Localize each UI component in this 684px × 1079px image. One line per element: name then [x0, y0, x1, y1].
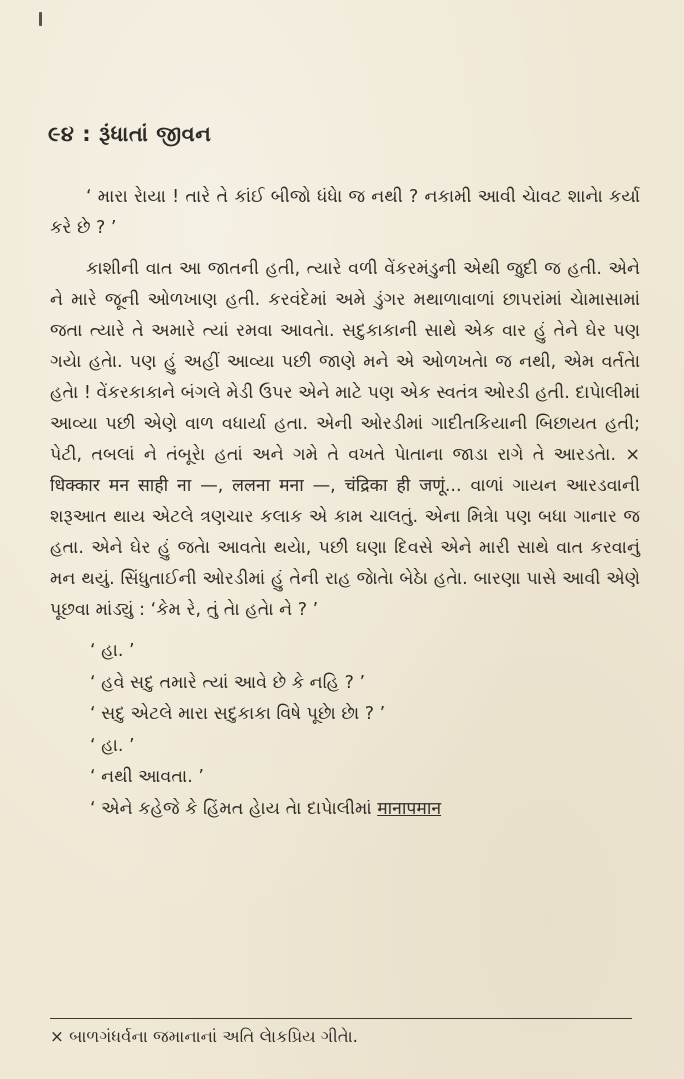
song-quote-hindi: धिक्कार मन साही ना —, ललना मना —, चंद्रिका ही जणूं...	[50, 476, 462, 496]
footnote-divider	[50, 1018, 632, 1019]
dialogue-line-3: ‘ સદુ એટલે મારા સદુકાકા વિષે પૂછાે છાે ? ’	[90, 704, 386, 724]
paragraph-2	[50, 254, 640, 626]
paragraph-2-part-1: કાશીની વાત આ જાતની હતી, ત્યારે વળી વેંકરમંડુની એથી જુદી જ હતી. એને ને મારે જૂની ઓળખાણ હતી. કરવંદેમાં અમે ડુંગર મથાળાવાળાં છાપરાંમાં ચાેમાસામાં જતા ત્યારે તે અમારે ત્યાં રમવા આવતાે. સદુકાકાની સાથે એક વાર હું તેને ઘેર પણ ગયાે હતાે. પણ હું અહીં આવ્યા પછી જાણે મને એ ઓળખતાે જ નથી, એમ વર્તતાે હતાે ! વેંકરકાકાને બંગલે મેડી ઉપર એને માટે પણ એક સ્વતંત્ર ઓરડી હતી. દાપાેલીમાં આવ્યા પછી એણે વાળ વધાર્યા હતા. એની ઓરડીમાં ગાદીતકિયાની બિછાયત હતી; પેટી, તબલાં ને તંબૂરાે હતાં અને ગમે તે વખતે પાેતાના જાડા રાગે તે આરડતાે. ×	[50, 259, 640, 465]
page-title: ૯૪ : રૂંધાતાં જીવન	[48, 122, 212, 146]
dialogue-line-4: ‘ હા. ’	[90, 735, 135, 756]
dialogue-line-5: ‘ નથી આવતા. ’	[90, 767, 204, 787]
dialogue-line-6	[50, 794, 640, 826]
dialogue-line-2: ‘ હવે સદુ તમારે ત્યાં આવે છે કે નહિ ? ’	[90, 672, 366, 693]
body-text	[50, 182, 640, 825]
play-title-hindi: मानापमान	[377, 798, 442, 819]
dialogue-line-1: ‘ હા. ’	[90, 641, 135, 661]
footnote: × બાળગંધર્વના જમાનાનાં અતિ લાેકપ્રિય ગીતાે.	[50, 1027, 358, 1046]
page-header	[48, 122, 211, 147]
paragraph-2-part-2: વાળાં ગાયન આરડવાની શરૂઆત થાય એટલે ત્રણચાર કલાક એ કામ ચાલતું. એના મિત્રાે પણ બધા ગાનાર જ હતા. એને ઘેર હું જતાે આવતાે થયાે, પછી ઘણા દિવસે એને મારી સાથે વાત કરવાનું મન થયું. સિંધુતાઈની ઓરડીમાં હું તેની રાહ જાેતાે બેઠાે હતાે. બારણા પાસે આવી એણે પૂછવા માંડ્યું : ‘કેમ રે, તું તાે હતાે ને ? ’	[50, 476, 640, 620]
paragraph-1: ‘ મારા રાેયા ! તારે તે કાંઈ બીજો ધંધાે જ નથી ? નકામી આવી ચાેવટ શાનાે કર્યા કરે છે ? ’	[50, 187, 640, 238]
dialogue-line-6-text: ‘ એને કહેજે કે હિંમત હાેય તાે દાપાેલીમાં	[90, 798, 372, 819]
scan-mark	[39, 12, 42, 26]
